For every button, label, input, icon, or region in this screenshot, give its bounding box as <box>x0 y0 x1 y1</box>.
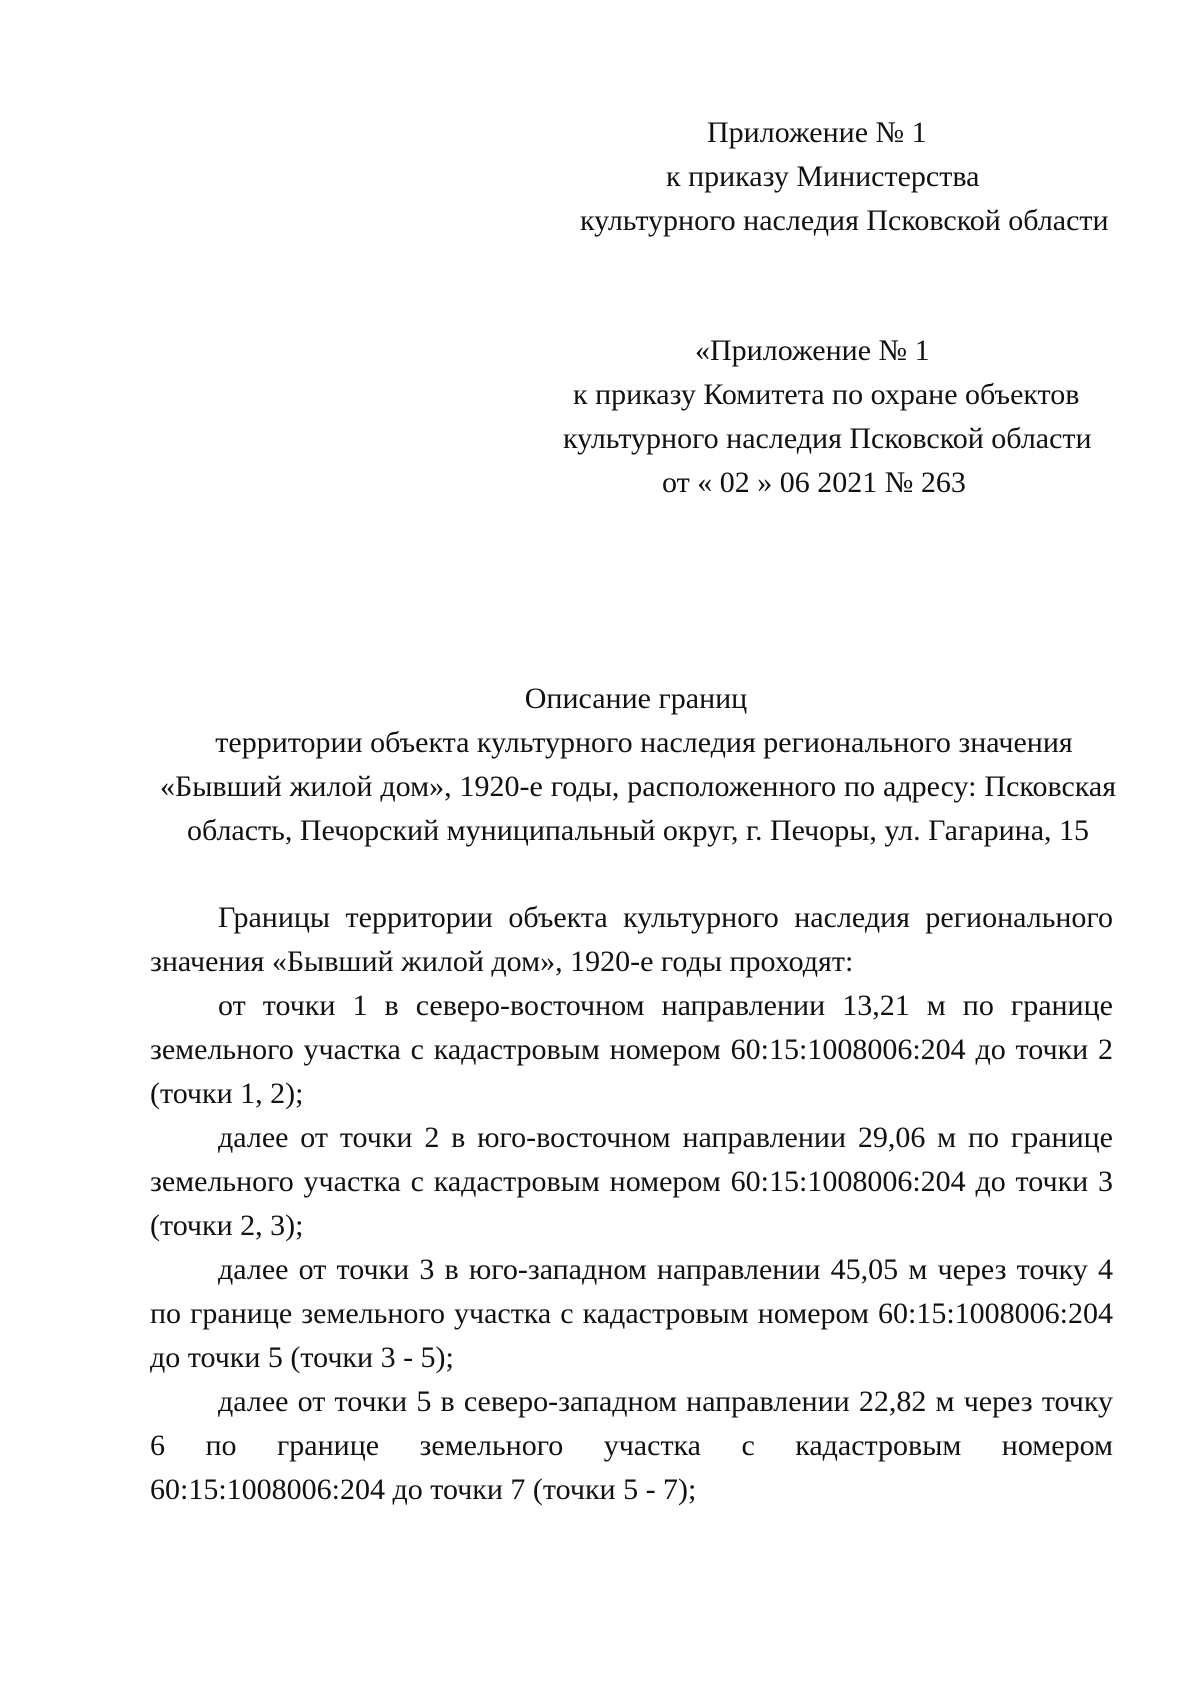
segment-2-line-3: (точки 2, 3); <box>150 1209 304 1242</box>
appendix-ministry: культурного наследия Псковской области <box>580 204 1109 237</box>
segment-1-line-1: от точки 1 в северо-восточном направлении 13,21 м по границе <box>218 989 1113 1022</box>
segment-1-line-3: (точки 1, 2); <box>150 1077 304 1110</box>
segment-1-line-2: земельного участка с кадастровым номером 60:15:1008006:204 до точки 2 <box>150 1033 1113 1066</box>
segment-4-line-1: далее от точки 5 в северо-западном направлении 22,82 м через точку <box>218 1385 1113 1418</box>
segment-4-line-2: 6 по границе земельного участка с кадастровым номером <box>150 1429 1113 1462</box>
segment-2-line-1: далее от точки 2 в юго-восточном направлении 29,06 м по границе <box>218 1121 1113 1154</box>
title-line-1: Описание границ <box>524 682 748 715</box>
appendix-number-quoted: «Приложение № 1 <box>695 334 930 367</box>
appendix-number: Приложение № 1 <box>707 116 927 149</box>
intro-line-2: значения «Бывший жилой дом», 1920-е годы проходят: <box>150 945 854 978</box>
appendix-committee-ref: к приказу Комитета по охране объектов <box>573 378 1080 411</box>
title-line-3: «Бывший жилой дом», 1920-е годы, расположенного по адресу: Псковская <box>160 770 1116 803</box>
title-line-4: область, Печорский муниципальный округ, г. Печоры, ул. Гагарина, 15 <box>186 814 1090 847</box>
segment-4-line-3: 60:15:1008006:204 до точки 7 (точки 5 - 7); <box>150 1473 697 1506</box>
segment-3-line-1: далее от точки 3 в юго-западном направлении 45,05 м через точку 4 <box>218 1253 1113 1286</box>
intro-line-1: Границы территории объекта культурного наследия регионального <box>218 901 1113 934</box>
segment-3-line-2: по границе земельного участка с кадастровым номером 60:15:1008006:204 <box>150 1297 1113 1330</box>
title-line-2: территории объекта культурного наследия регионального значения <box>215 726 1073 759</box>
segment-2-line-2: земельного участка с кадастровым номером 60:15:1008006:204 до точки 3 <box>150 1165 1113 1198</box>
appendix-heritage-region: культурного наследия Псковской области <box>563 422 1092 455</box>
appendix-order-date: от « 02 » 06 2021 № 263 <box>662 466 966 499</box>
segment-3-line-3: до точки 5 (точки 3 - 5); <box>150 1341 454 1374</box>
appendix-order-ref: к приказу Министерства <box>666 160 980 193</box>
